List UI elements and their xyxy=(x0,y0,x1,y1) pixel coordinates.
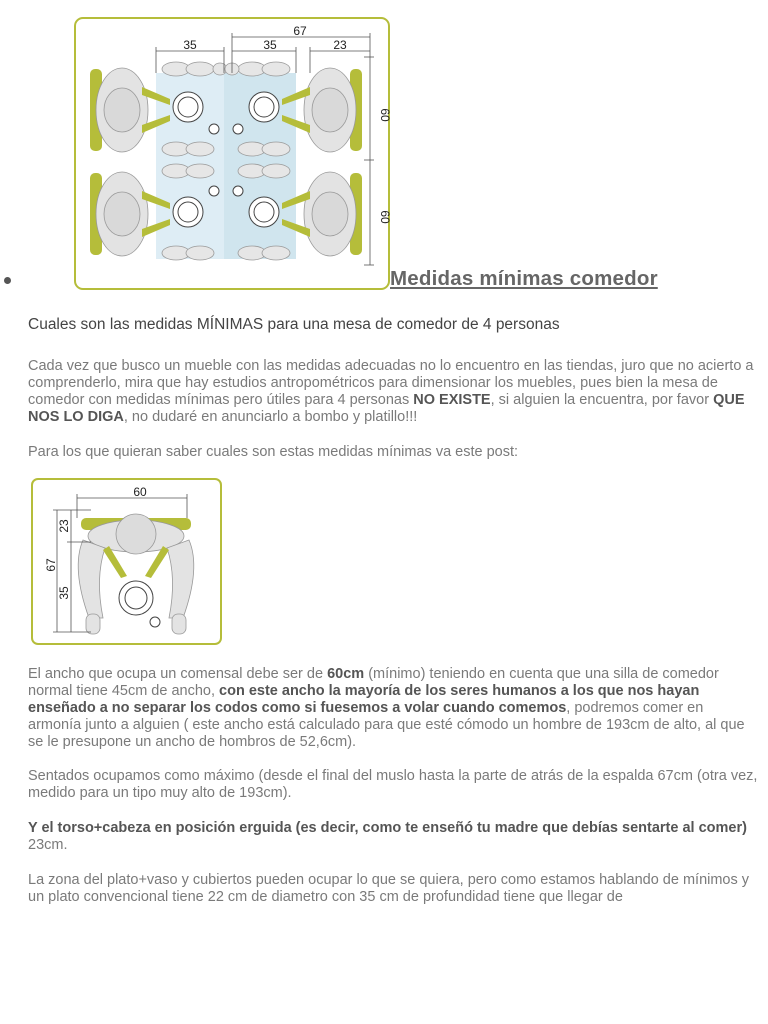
dim-60-lower: 60 xyxy=(378,210,392,224)
dim-60-width: 60 xyxy=(133,485,147,499)
dim-35-right: 35 xyxy=(263,38,277,52)
dim-60-upper: 60 xyxy=(378,108,392,122)
single-diner-diagram xyxy=(31,478,222,645)
paragraph-torso: Y el torso+cabeza en posición erguida (es decir, como te enseñó tu madre que debías sentarte al comer) 23cm. xyxy=(28,820,747,853)
paragraph-width: El ancho que ocupa un comensal debe ser de 60cm (mínimo) teniendo en cuenta que una silla de comedor normal tiene 45cm de ancho, con este ancho la mayoría de los seres humanos a los que nos hayan enseñado a no separar los codos como si fuesemos a volar cuando comemos, podremos comer en armonía junto a alguien ( este ancho está calculado para que esté cómodo un hombre de 193cm de alto, al que se le presupone un ancho de hombros de 52,6cm). xyxy=(28,666,745,750)
dim-35-plate: 35 xyxy=(57,586,71,600)
paragraph-lead-in: Para los que quieran saber cuales son estas medidas mínimas va este post: xyxy=(28,444,519,460)
dim-35-left: 35 xyxy=(183,38,197,52)
paragraph-intro: Cada vez que busco un mueble con las medidas adecuadas no lo encuentro en las tiendas, juro que no acierto a comprenderlo, mira que hay estudios antropométricos para dimensionar los muebles, pues bien la mesa de comedor con medidas mínimas pero útiles para 4 personas NO EXISTE, si alguien la encuentra, por favor QUE NOS LO DIGA, no dudaré en anunciarlo a bombo y platillo!!! xyxy=(28,358,754,425)
dim-67-seated: 67 xyxy=(44,558,58,572)
paragraph-depth: Sentados ocupamos como máximo (desde el final del muslo hasta la parte de atrás de la espalda 67cm (otra vez, medido para un tipo muy alto de 193cm). xyxy=(28,768,758,801)
dim-67: 67 xyxy=(293,24,307,38)
article-subtitle: Cuales son las medidas MÍNIMAS para una mesa de comedor de 4 personas xyxy=(28,316,560,333)
article-title[interactable]: Medidas mínimas comedor xyxy=(390,267,658,290)
dim-23: 23 xyxy=(333,38,347,52)
list-bullet xyxy=(4,277,11,284)
dining-table-top-view-diagram xyxy=(74,17,390,290)
dim-23-torso: 23 xyxy=(57,519,71,533)
paragraph-plate-zone: La zona del plato+vaso y cubiertos pueden ocupar lo que se quiera, pero como estamos hablando de mínimos y un plato convencional tiene 22 cm de diametro con 35 cm de profundidad tiene que llegar de xyxy=(28,872,750,905)
